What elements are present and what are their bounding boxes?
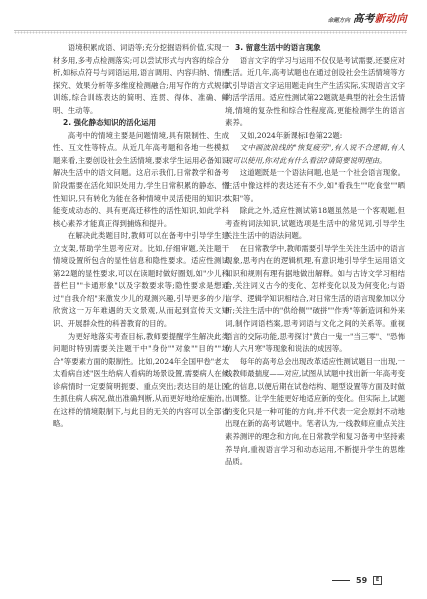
paragraph: 又如,2024年新课标Ⅰ卷第22题:	[239, 130, 343, 140]
paragraph: 语言文字的学习与运用不仅仅是考试需要,还要应对生活。近几年,高考试题也在通过创设社会生活情境等方式引导语言文字运用题走向生产生活实际,实现语言文字的活学活用。适应性测试第22题就是典型的社会生活情境,情境的复杂性和综合性程度高,更能检测学生的语言素养。	[225, 55, 405, 128]
page-number: 59	[356, 576, 368, 585]
article-end-mark-icon: E	[373, 576, 382, 585]
magazine-brand	[328, 11, 407, 26]
page-footer	[332, 576, 382, 585]
paragraph: 语境积累成语、词语等;充分挖掘语料价值,实现一材多用,多考点检测落实;可以尝试形式与内容的综合分析,如标点符号与词语运用,语言调用、内容归纳、情感探究、效果分析等多维度检测融合;用写作的方式规律训练,综合训练表达的简明、连贯、得体、准确、鲜明、生动等。	[53, 43, 229, 115]
paragraph: 为更好地落实考查目标,教师要提醒学生解决此类问题时特别需要关注题干中"身份""对象""目的""场合"等要素方面的限制性。比如,2024年全国甲卷"老太太看病自述"医生给病人看病的场景设置,需要病人在候诊病情时一定要简明扼要、重点突出;表达目的是让医生抓住病人病况,做出准确判断,从而更好地给症施治。在这样的情境限制下,与此目的无关的内容可以全部省略。	[53, 331, 229, 429]
paragraph: 每年的高考总会出现改革适应性测试题目一出现,一线教师最揣度——对应,试图从试题中找出新一年高考变化的信息,以便后期在试卷结构、题型设置等方面及时做出调整。让学生能更好地适应新的变化。但实际上,试题的变化只是一种可能的方向,并不代表一定会原封不动地出现在新的高考试题中。笔者认为,一线教师应重点关注素养测评的理念和方向,在日常教学和复习备考中坚持素养导向,重视语言学习和动态运用,不断提升学生的思维品质。	[225, 356, 405, 467]
paragraph: 高考中的情境主要是问题情境,具有限制性、生成性、互文性等特点。从近几年高考题和各地一些模拟题来看,主要创设社会生活情境,要求学生运用必备知识解决生活中的语文问题。这启示我们,日常教学和备考阶段需要在活化知识处用力,学生日常积累的静态、惰性知识,只有转化为能在各种情境中灵活使用的知识才能变成动态的、具有更高迁移性的活性知识,如此学科核心素养才能真正得到捕炼和提升。	[53, 130, 229, 228]
column-name: 命题方向	[327, 18, 350, 24]
magazine-title-suffix: 新动向	[374, 13, 407, 25]
paragraph: 在日常教学中,教师需要引导学生关注生活中的语言现象,思考内在的逻辑机理,有意识地引导学生运用语文知识和规则有理有据地做出解释。如与古诗文学习相结合,关注词义古今的变化、怎样变化以及为何变化;与语言学、逻辑学知识相结合,对日常生活的语言现象加以分析;关注生活中的"供给侧""破拼""作秀"等新造词和外来词,制作词语档案,思考词语与文化之间的关系等。重视语言的交际功能,思考探讨"黄白一鬼一"当三零"、"恐怖仿人六月寒"等现象和说法的成因等。	[225, 243, 405, 354]
section-heading-2: 2. 强化静态知识的活化运用	[63, 118, 157, 128]
magazine-title	[353, 11, 407, 26]
exam-question-quote: 文中画波浪线的"恢复疲劳",有人说不合逻辑,有人说可以使用,你对此有什么看法?请简要说明理由。	[225, 143, 405, 165]
left-column	[53, 42, 229, 431]
paragraph: 除此之外,适应性测试第18题虽然是一个客观题,但考查构词法知识,试题选项是生活中的常见词,引导学生关注生活中的语法问题。	[225, 206, 405, 241]
section-heading-3: 3. 留意生活中的语言现象	[235, 43, 321, 52]
magazine-title-prefix: 高考	[352, 13, 375, 25]
page-header	[0, 0, 427, 34]
header-dot-band	[14, 31, 407, 34]
right-column	[225, 42, 405, 469]
footer-dash	[332, 580, 350, 582]
paragraph: 这道题既是一个语法问题,也是一个社会语言现象。生活中像这样的表达还有不少,如"看我生""吃食堂""晒太阳"等。	[225, 168, 405, 203]
paragraph: 在解决此类题目时,教师可以在备考中引导学生建立支架,帮助学生思考应对。比如,仔细审题,关注题干情境设置所包含的显性信息和隐性要求。适应性测试第22题的显性要求,可以在读题时做好圈划,如"少儿科普栏目""卡通形象"以及字数要求等;隐性要求是想通过"自我介绍"来激发少儿的观测兴趣,引导更多的少儿欣赏这一万年难遇的天文景观,从而起到宣传天文知识、开展群众性的科普教育的目的。	[53, 231, 229, 329]
